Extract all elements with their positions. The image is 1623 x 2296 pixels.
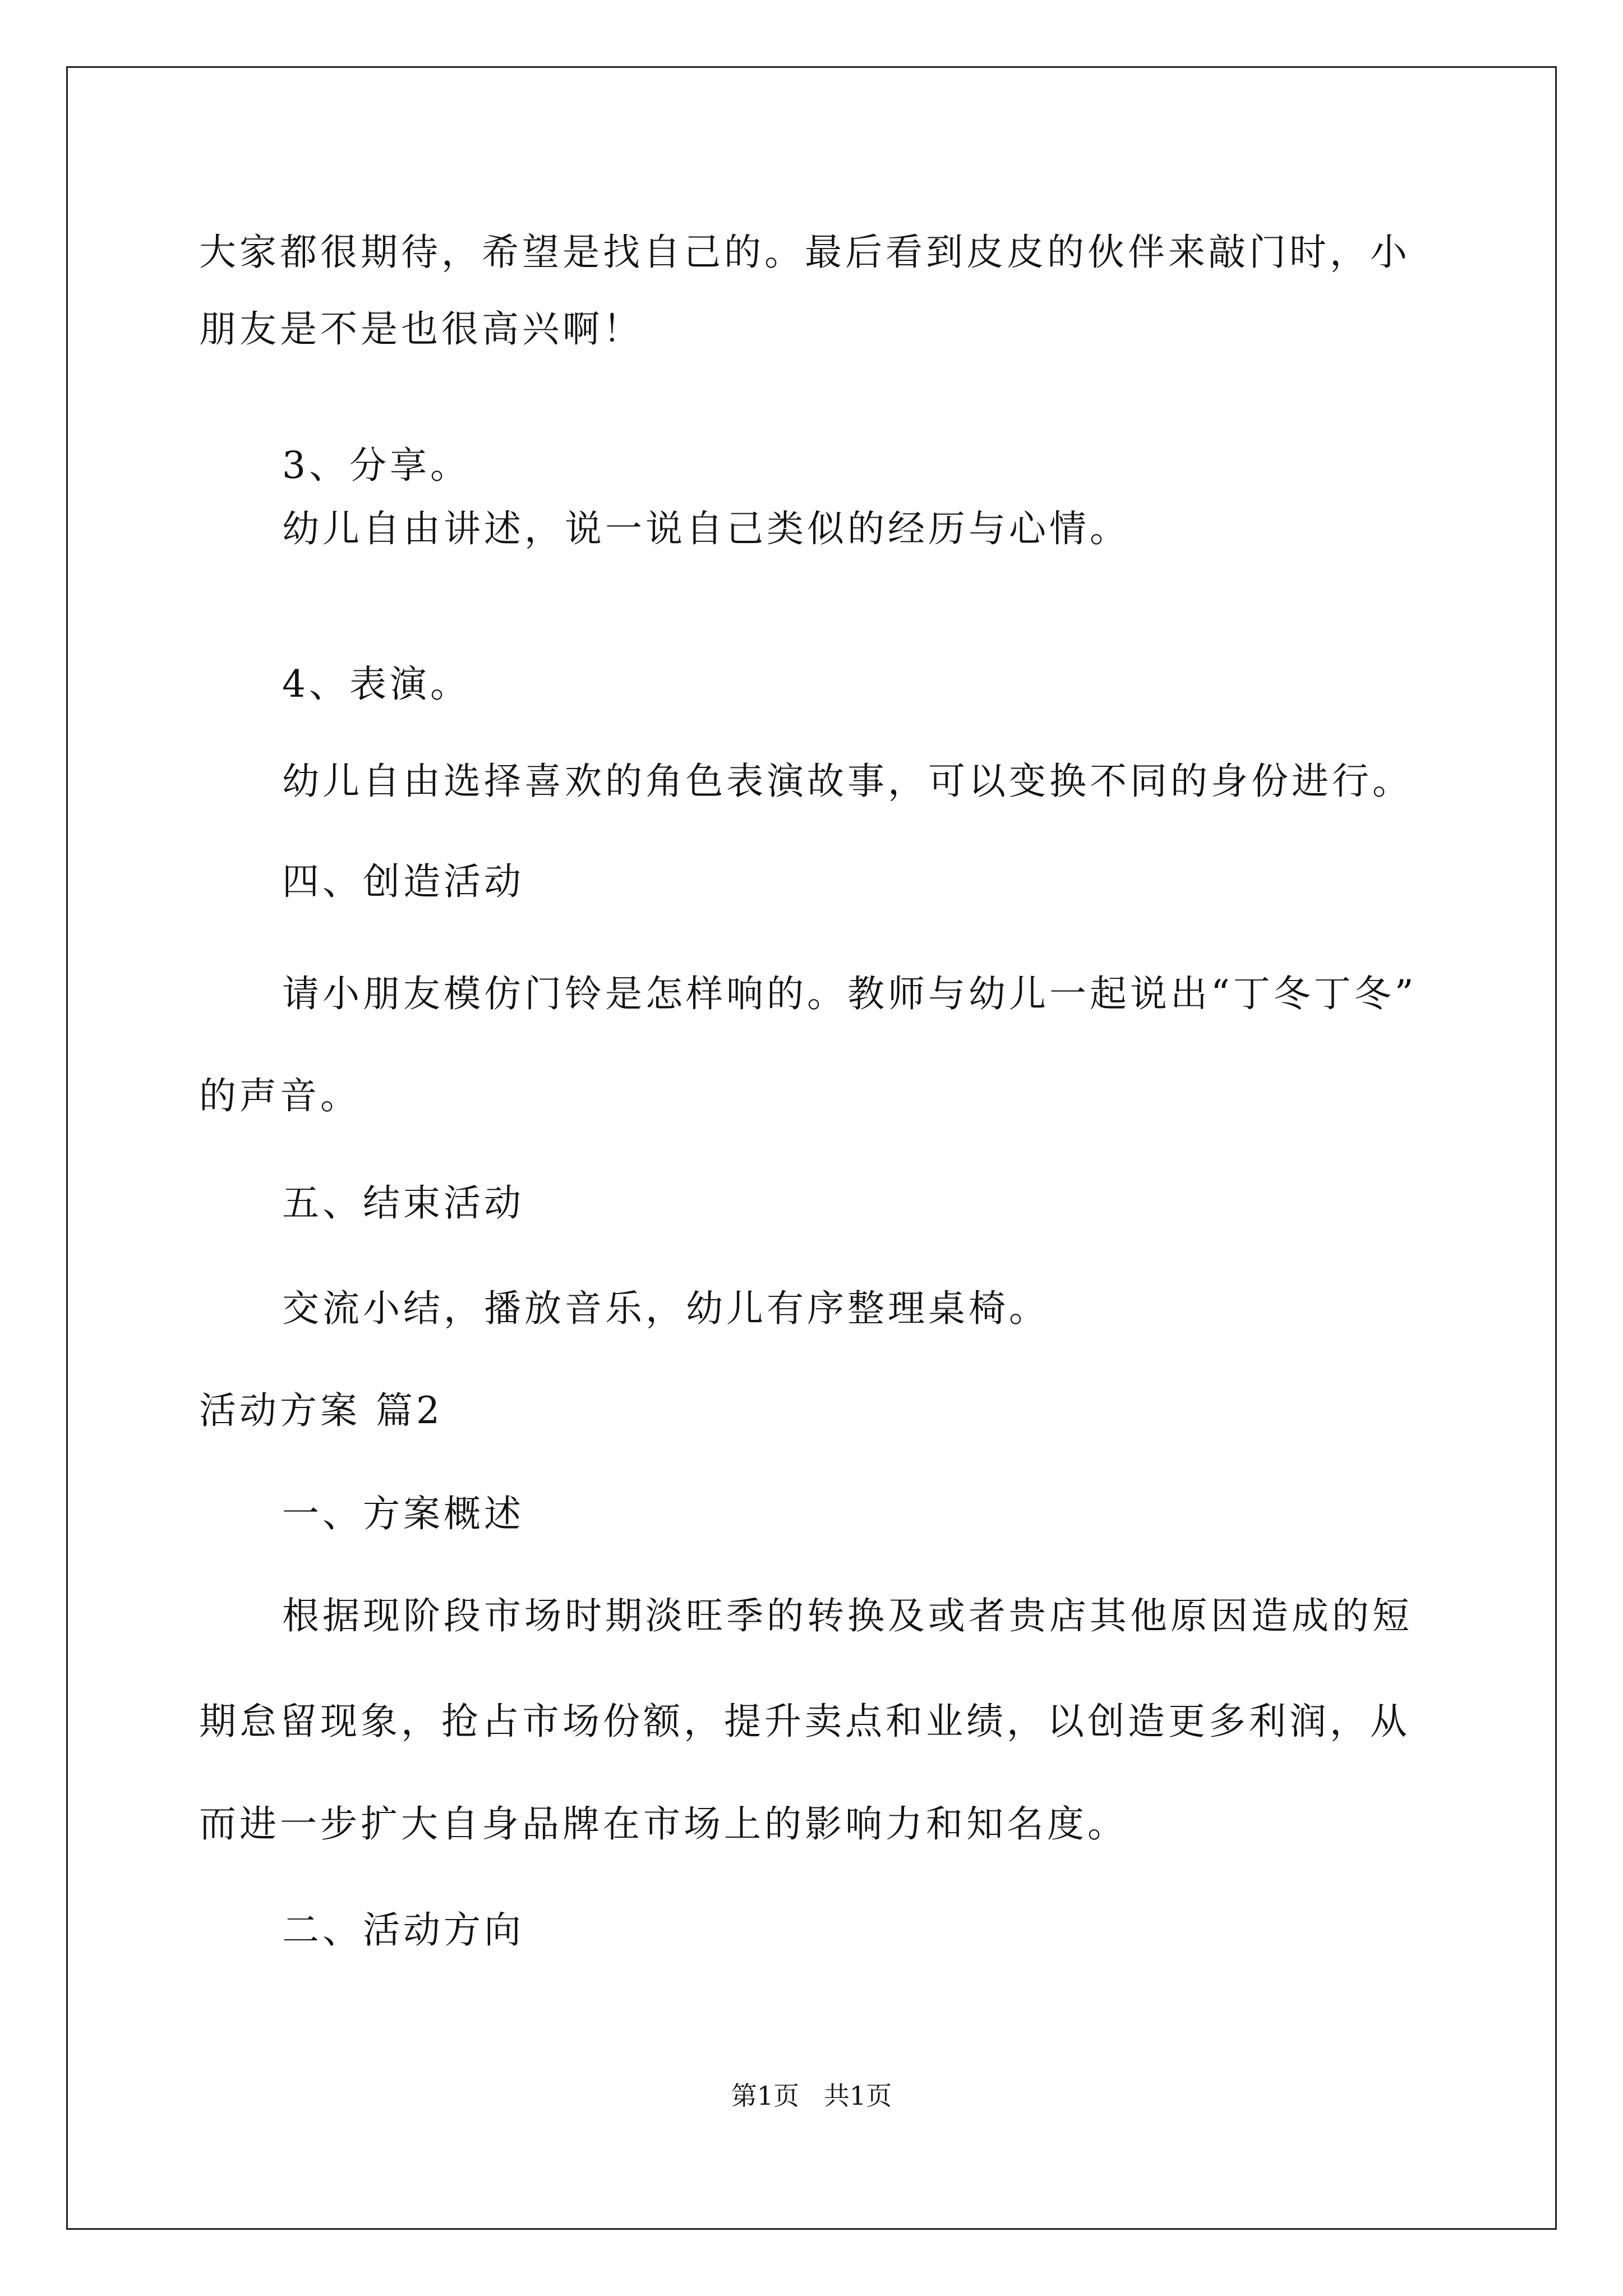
- paragraph-line: 幼儿自由选择喜欢的角色表演故事，可以变换不同的身份进行。: [282, 760, 1413, 803]
- step-heading: 3、分享。: [282, 444, 471, 487]
- paragraph-line: 而进一步扩大自身品牌在市场上的影响力和知名度。: [199, 1802, 1128, 1846]
- section-heading: 四、创造活动: [282, 860, 524, 903]
- paragraph-line: 大家都很期待，希望是找自己的。最后看到皮皮的伙伴来敲门时，小: [199, 231, 1410, 274]
- page-number-footer: 第1页 共1页: [731, 2081, 892, 2111]
- paragraph-line: 期怠留现象，抢占市场份额，提升卖点和业绩，以创造更多利润，从: [199, 1700, 1410, 1743]
- paragraph-line: 的声音。: [199, 1074, 361, 1117]
- section-heading: 二、活动方向: [282, 1908, 524, 1952]
- section-heading: 五、结束活动: [282, 1181, 524, 1225]
- paragraph-line: 幼儿自由讲述，说一说自己类似的经历与心情。: [282, 507, 1130, 550]
- plan-title: 活动方案 篇2: [199, 1389, 443, 1432]
- page-border: [66, 66, 1557, 2230]
- paragraph-line: 交流小结，播放音乐，幼儿有序整理桌椅。: [282, 1287, 1049, 1330]
- paragraph-line: 请小朋友模仿门铃是怎样响的。教师与幼儿一起说出“丁冬丁冬”: [282, 972, 1417, 1015]
- section-heading: 一、方案概述: [282, 1492, 524, 1535]
- paragraph-line: 根据现阶段市场时期淡旺季的转换及或者贵店其他原因造成的短: [282, 1594, 1413, 1637]
- step-heading: 4、表演。: [282, 662, 471, 706]
- paragraph-line: 朋友是不是也很高兴啊！: [199, 307, 643, 351]
